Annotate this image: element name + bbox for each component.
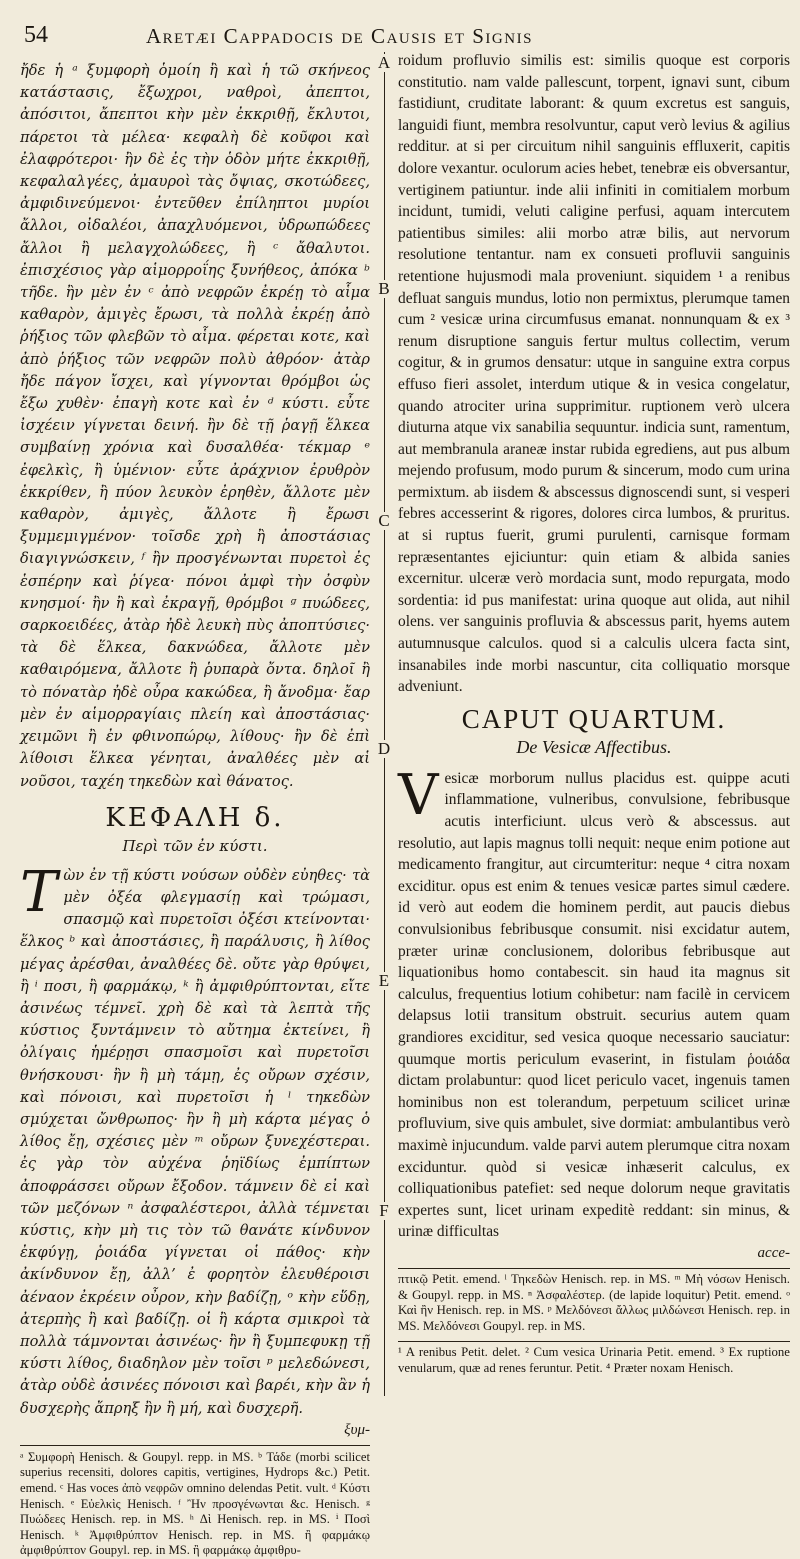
margin-letter-e: E <box>370 972 398 990</box>
running-title: Aretæi Cappadocis de Causis et Signis <box>146 24 533 48</box>
margin-letter-c: C <box>370 512 398 530</box>
chapter-subtitle-latin: De Vesicæ Affectibus. <box>516 736 672 757</box>
greek-paragraph-2-text: ὼν ἐν τῇ κύστι νούσων οὐδὲν εὐηθες· τὰ μὲν ὀξέα φλεγμασίῃ καὶ τρώμασι, σπασμῷ καὶ πυρετοῖσι ὀξέσι κτείνονται· ἕλκος ᵇ καὶ ἀποστάσιες, ἢ παράλυσις, ἢ λίθος μέγας ἀρέσθαι, ἀναλθέες δὲ. οὔτε γὰρ θρύψει, ἢ ⁱ ποσι, ἢ φαρμάκῳ, ᵏ ἢ ἀμφιθρύπτονται, εἴτε ἀσινέως τέμνεῖ. χρὴ δὲ καὶ τὰ λεπτὰ τῆς κύστιος ξυντάμνειν τὸ αὔτημα ἐκτείνει, ἢ ὀλίγαις ἡμέρῃσι σπασμοῖσι καὶ πυρετοῖσι θνήσκουσι· ἢν ἢ μὴ τάμῃ, ἐς οὔρων σχέσιν, καὶ πόνοισι, καὶ πυρετοῖσι ἡ ˡ τηκεδὼν σμύχεται ὤνθρωπος· ἢν ἢ μὴ κάρτα μέγας ὁ λίθος ἔῃ, σχέσιες μὲν ᵐ οὔρων ξυνεχέστεραι. ἐς γὰρ τὸν αὐχένα ῥηϊδίως ἐμπίπτων ἀποφράσσει οὔρων ἔξοδον. τάμνειν δὲ εἰ καὶ τῶν μεζόνων ⁿ ἀσφαλέστεροι, ἀλλὰ τέμνεται κύστις, κὴν μὴ τις τὸν τῶ θανάτε κίνδυνον ἐκφύγῃ, ῥοιάδα γίγνεται οἱ πάθος· κὴν ἀκίνδυνον ἔῃ, ἀλλ’ ἐ φορητὸν ἐλευθέροισι ἀέναον ἐκρέειν οὖρον, κὴν βαδίζῃ, ᵒ κὴν εὕδῃ, ἀτερπὴς ἢ καὶ βαδίζῃ. οἱ ἢ κάρτα σμικροὶ τὰ πολλὰ τάμνονται ἀσινέως· ἢν ἢ ξυμπεφυκῃ τῇ κύστι λίθος, διαδηλον μὲν τοῖσι ᵖ μελεδώνεσι, ἀτὰρ οὐδὲ ἀσινέες πόνοισι καὶ βαρέι, κὴν ἂν ἡ δυσχερὴς ἄπρηξ ἢν ἢ μή, καὶ δυσχερῆ. <box>20 866 370 1417</box>
greek-paragraph-2 <box>20 859 370 1420</box>
chapter-title-greek: ΚΕΦΑΛΗ δ. <box>105 802 285 833</box>
latin-notes-right: ¹ A renibus Petit. delet. ² Cum vesica Urinaria Petit. emend. ³ Ex ruptione venularum, quæ ad renes feruntur. Petit. ⁴ Præter noxam Henisch. <box>398 1345 790 1375</box>
page-header <box>18 14 788 50</box>
page-number: 54 <box>24 22 48 48</box>
latin-note-rule <box>398 1341 790 1342</box>
latin-paragraph-2 <box>398 762 790 1243</box>
chapter-subtitle-greek: Περὶ τῶν ἐν κύστι. <box>122 836 268 855</box>
dropcap-greek: Τ <box>20 859 58 925</box>
margin-letters <box>370 52 400 1392</box>
catchword-right: acce- <box>757 1244 790 1261</box>
greek-column <box>20 60 370 1558</box>
margin-letter-f: F <box>370 1202 398 1220</box>
latin-column <box>398 50 790 1390</box>
margin-letter-d: D <box>370 740 398 758</box>
dropcap-latin: V <box>398 762 439 828</box>
latin-paragraph-2-text: esicæ morborum nullus placidus est. quippe acuti inflammatione, vulneribus, convulsione, febribusque acutis interficiunt. ulcus verò & abscessus. aut resolutio, aut lapis magnus tolli nequit: neque enim potione aut medicamento frangitur, aut circumteritur: neque ⁴ citra noxam exciditur. opus est enim & tenues vesicæ partes simul cædere. id verò aut eodem die hominem perdit, aut paucis diebus convulsionibus febribusque consumit. nisi excidatur autem, præter urinæ conclusionem, doloribus febribusque aut liquationibus homo contabescit. sin haud ita magnus sit calculus, frequentius lotium cohibetur: nam facilè in cervicem delapsus lotii transitum obstruit. securius autem quam grandiores exciditur, sed vesica quoque necessario sauciatur: quumque mortis periculum evaserint, in fistulam ῥοιάδα dictam prolabuntur: quod licet periculo vacet, ingenuis tamen hominibus non est tolerandum, perpetuum scilicet urinæ profluvium, sive quis ambulet, sive dormiat: ambulantibus verò maximè injucundum. valde parvi autem plerumque citra noxam exciduntur. quòd si vesicæ inhæserit calculus, ex colliquationibus patefiet: sed neque dolorum neque gravitatis expertes sunt, licet urinam expeditè reddant: sin minus, & urinæ difficultas <box>398 769 790 1241</box>
catchword-left: ξυμ- <box>344 1421 370 1438</box>
margin-letter-a: A <box>370 54 398 72</box>
footnotes-left: ᵃ Συμφορὴ Henisch. & Goupyl. repp. in MS. ᵇ Τάδε (morbi scilicet superius recensiti, dolores capitis, vertigines, Hydrops &c.) Petit. emend. ᶜ Has voces ἀπὸ νεφρῶν omnino delendas Petit. vult. ᵈ Κύστι Henisch. ᵉ Εὐελκὶς Henisch. ᶠ Ἢν προσγένωνται &c. Henisch. ᵍ Πυώδεες Henisch. rep. in MS. ʰ Δὶ Henisch. rep. in MS. ⁱ Ποσὶ Henisch. ᵏ Ἀμφιθρύπτον Henisch. rep. in MS. ἢ φαρμάκῳ ἀμφιθρύπτον Goupyl. rep. in MS. ἢ φαρμάκῳ ἀμφιθρυ- <box>20 1449 370 1558</box>
greek-notes-right: πτικῷ Petit. emend. ˡ Τηκεδὼν Henisch. rep. in MS. ᵐ Μὴ νόσων Henisch. & Goupyl. repp. in MS. ⁿ Ἀσφαλέστερ. (de lapide loquitur) Petit. emend. ᵒ Καὶ ἢν Henisch. rep. in MS. ᵖ Μελδόνεσι ἄλλως μιλδώνεσι Henisch. rep. in MS. Μελδόνεσι Goupyl. rep. in MS. <box>398 1271 790 1334</box>
margin-letter-b: B <box>370 280 398 298</box>
greek-paragraph-1: ἤδε ἡ ᵃ ξυμφορὴ ὁμοίη ἢ καὶ ἡ τῶ σκήνεος κατάστασις, ἔξωχροι, ναθροὶ, ἀπεπτοι, ἀπόσιτοι, ἄπεπτοι κὴν μὲν ἐκκριθῇ, ἔκλυτοι, πάρετοι τὰ μέλεα· κεφαλὴ δὲ κοῦφοι καὶ ἐλαφρότεροι· ἢν δὲ ἐς τὴν ὁδὸν μήτε ἐκκριθῇ, κεφαλαλγέες, ἀμαυροὶ τὰς ὄψιας, σκοτώδεες, ἀμφιδινεύμενοι· ἐντεῦθεν ἐπίληπτοι μυρίοι ἄλλοι, οἰδαλέοι, ἀπαχλυόμενοι, ὑδρωπώδεες ἄλλοι ἢ μελαγχολώδεες, ἢ ᶜ ἄθαλυτοι. ἐπισχέσιος γὰρ αἱμορροΐης ξυνήθεος, ἀπόκα ᵇ τῆδε. ἢν μὲν ἐν ᶜ ἀπὸ νεφρῶν ἐκρέῃ τὸ αἷμα καθαρὸν, ἀμιγὲς ἔρωσι, τὰ πολλὰ ἐκρέῃ ἀπὸ ῥήξιος τῶν φλεβῶν τὸ αἷμα. φέρεται κοτε, καὶ ἀπὸ ῥήξιος τῶν νεφρῶν πολὺ ἀθρόον· ἀτὰρ ἤδε πάγον ἴσχει, καὶ γίγνονται θρόμβοι ὡς ἔξω χυθὲν· ἐπαγὴ κοτε καὶ ἐν ᵈ κύστι. εὖτε ἰσχέειν γίγνεται δεινή. ἢν δὲ τῇ ῥαγῇ ἕλκεα συμβαίνῃ χρόνια καὶ δυσαλθέα· τέκμαρ ᵉ ἐφελκὶς, ἢ ὑμένιον· εὖτε ἀράχνιον ἐρυθρὸν ἐκκρίθεν, ἢ πύον λευκὸν ἐρηθὲν, ἄλλοτε μὲν καθαρὸν, ἀμιγὲς, ἄλλοτε ἢ ἔρωσι ξυμμεμιγμένον· τοῖσδε χρὴ ἢ ἀποστάσιας διαγιγνώσκειν, ᶠ ἢν προσγένωνται πυρετοὶ ἐς ἑσπέρην καὶ ῥίγεα· πόνοι ἀμφὶ τὴν ὀσφὺν κνησμοί· ἢν ἢ καὶ ἐκραγῇ, θρόμβοι ᵍ πυώδεες, σαρκοειδέες, ἀτὰρ ἠδὲ λευκὴ πὺς ἀποπτύσιες· τὰ δὲ ἕλκεα, δακνώδεα, ἄλλοτε μὲν καθαιρόμενα, ἄλλοτε ἢ ῥυπαρὰ ὄντα. δηλοῖ ἢ τὸ πόνατὰρ ἠδὲ οὖρα κακώδεα, ἢ ἄνοδμα· ἔαρ μὲν ἐν αἱμορραγίαις πλείη καὶ ἀποστάσιας· χειμῶνι ἢ ἐν φθινοπώρῳ, λίθους· ἢν δὲ ἐπὶ λίθοισι ἕλκεα γένηται, ἀναλθέες μὲν αἱ νοῦσοι, ταχέη τηκεδὼν καὶ θάνατος. <box>20 62 370 790</box>
latin-paragraph-1: roidum profluvio similis est: similis quoque est corporis constitutio. nam valde pallescunt, torpent, ignavi sunt, cibum fastidiunt, cruditate laborant: & quum excretus est sanguis, languidi fiunt, membra resolvuntur, caput verò levius & agilius redditur. at si per circuitum nihil sanguinis effluxerit, capitis dolore vexantur. oculorum acies hebet, tenebræ eis obversantur, vertiginem patiuntur. inde alii infiniti in comitialem morbum incidunt, tumidi, veluti caligine perfusi, aquam intercutem patientibus similes: alii morbo atræ bilis, aut nervorum resolutione tentantur. nam ex consueti profluvii sanguinis retentione hujusmodi mala proveniunt. siquidem ¹ a renibus defluat sanguis mundus, lotio non permixtus, plerumque tamen cum ² vesicæ urina circumfusus emanat. nonnunquam & ex ³ renum disruptione sanguis fertur multus collectim, verum cogitur, & in grumos densatur: utque in sanguine extra corpus effuso fieri assolet, interdum utique & in vesica congelatur, quando atrociter urina supprimitur. ruptionem verò ulcera diuturna atque vix sanabilia sequuntur. indicia sunt, ramentum, aut membranula araneæ instar rubida egrediens, aut pus album mejendo profusum, modo purum & sincerum, modo cum urina permixtum. ab iisdem & abscessus dignoscendi sunt, si vesperi febres accesserint & rigores, dolores circa lumbos, & pruritus. at si ruptus fuerit, grumi purulenti, carnisque formam repræsentantes ejiciuntur: quin etiam & albida sanies excernitur. ulceræ verò mordacia sunt, modo repurgata, modo sordentia: id pus manifestat: urina quoque aut olida, aut nihil olens. ver sanguinis profluvia & abscessus parit, hyems autem autumnusque calculos. quod si a calculis ulcera facta sint, insanabiles inde morbi nascuntur, cita colliquatio morsque adveniunt. <box>398 52 790 696</box>
chapter-title-latin: CAPUT QUARTUM. <box>461 703 727 734</box>
footnote-rule-left <box>20 1445 370 1446</box>
note-rule-right <box>398 1268 790 1269</box>
